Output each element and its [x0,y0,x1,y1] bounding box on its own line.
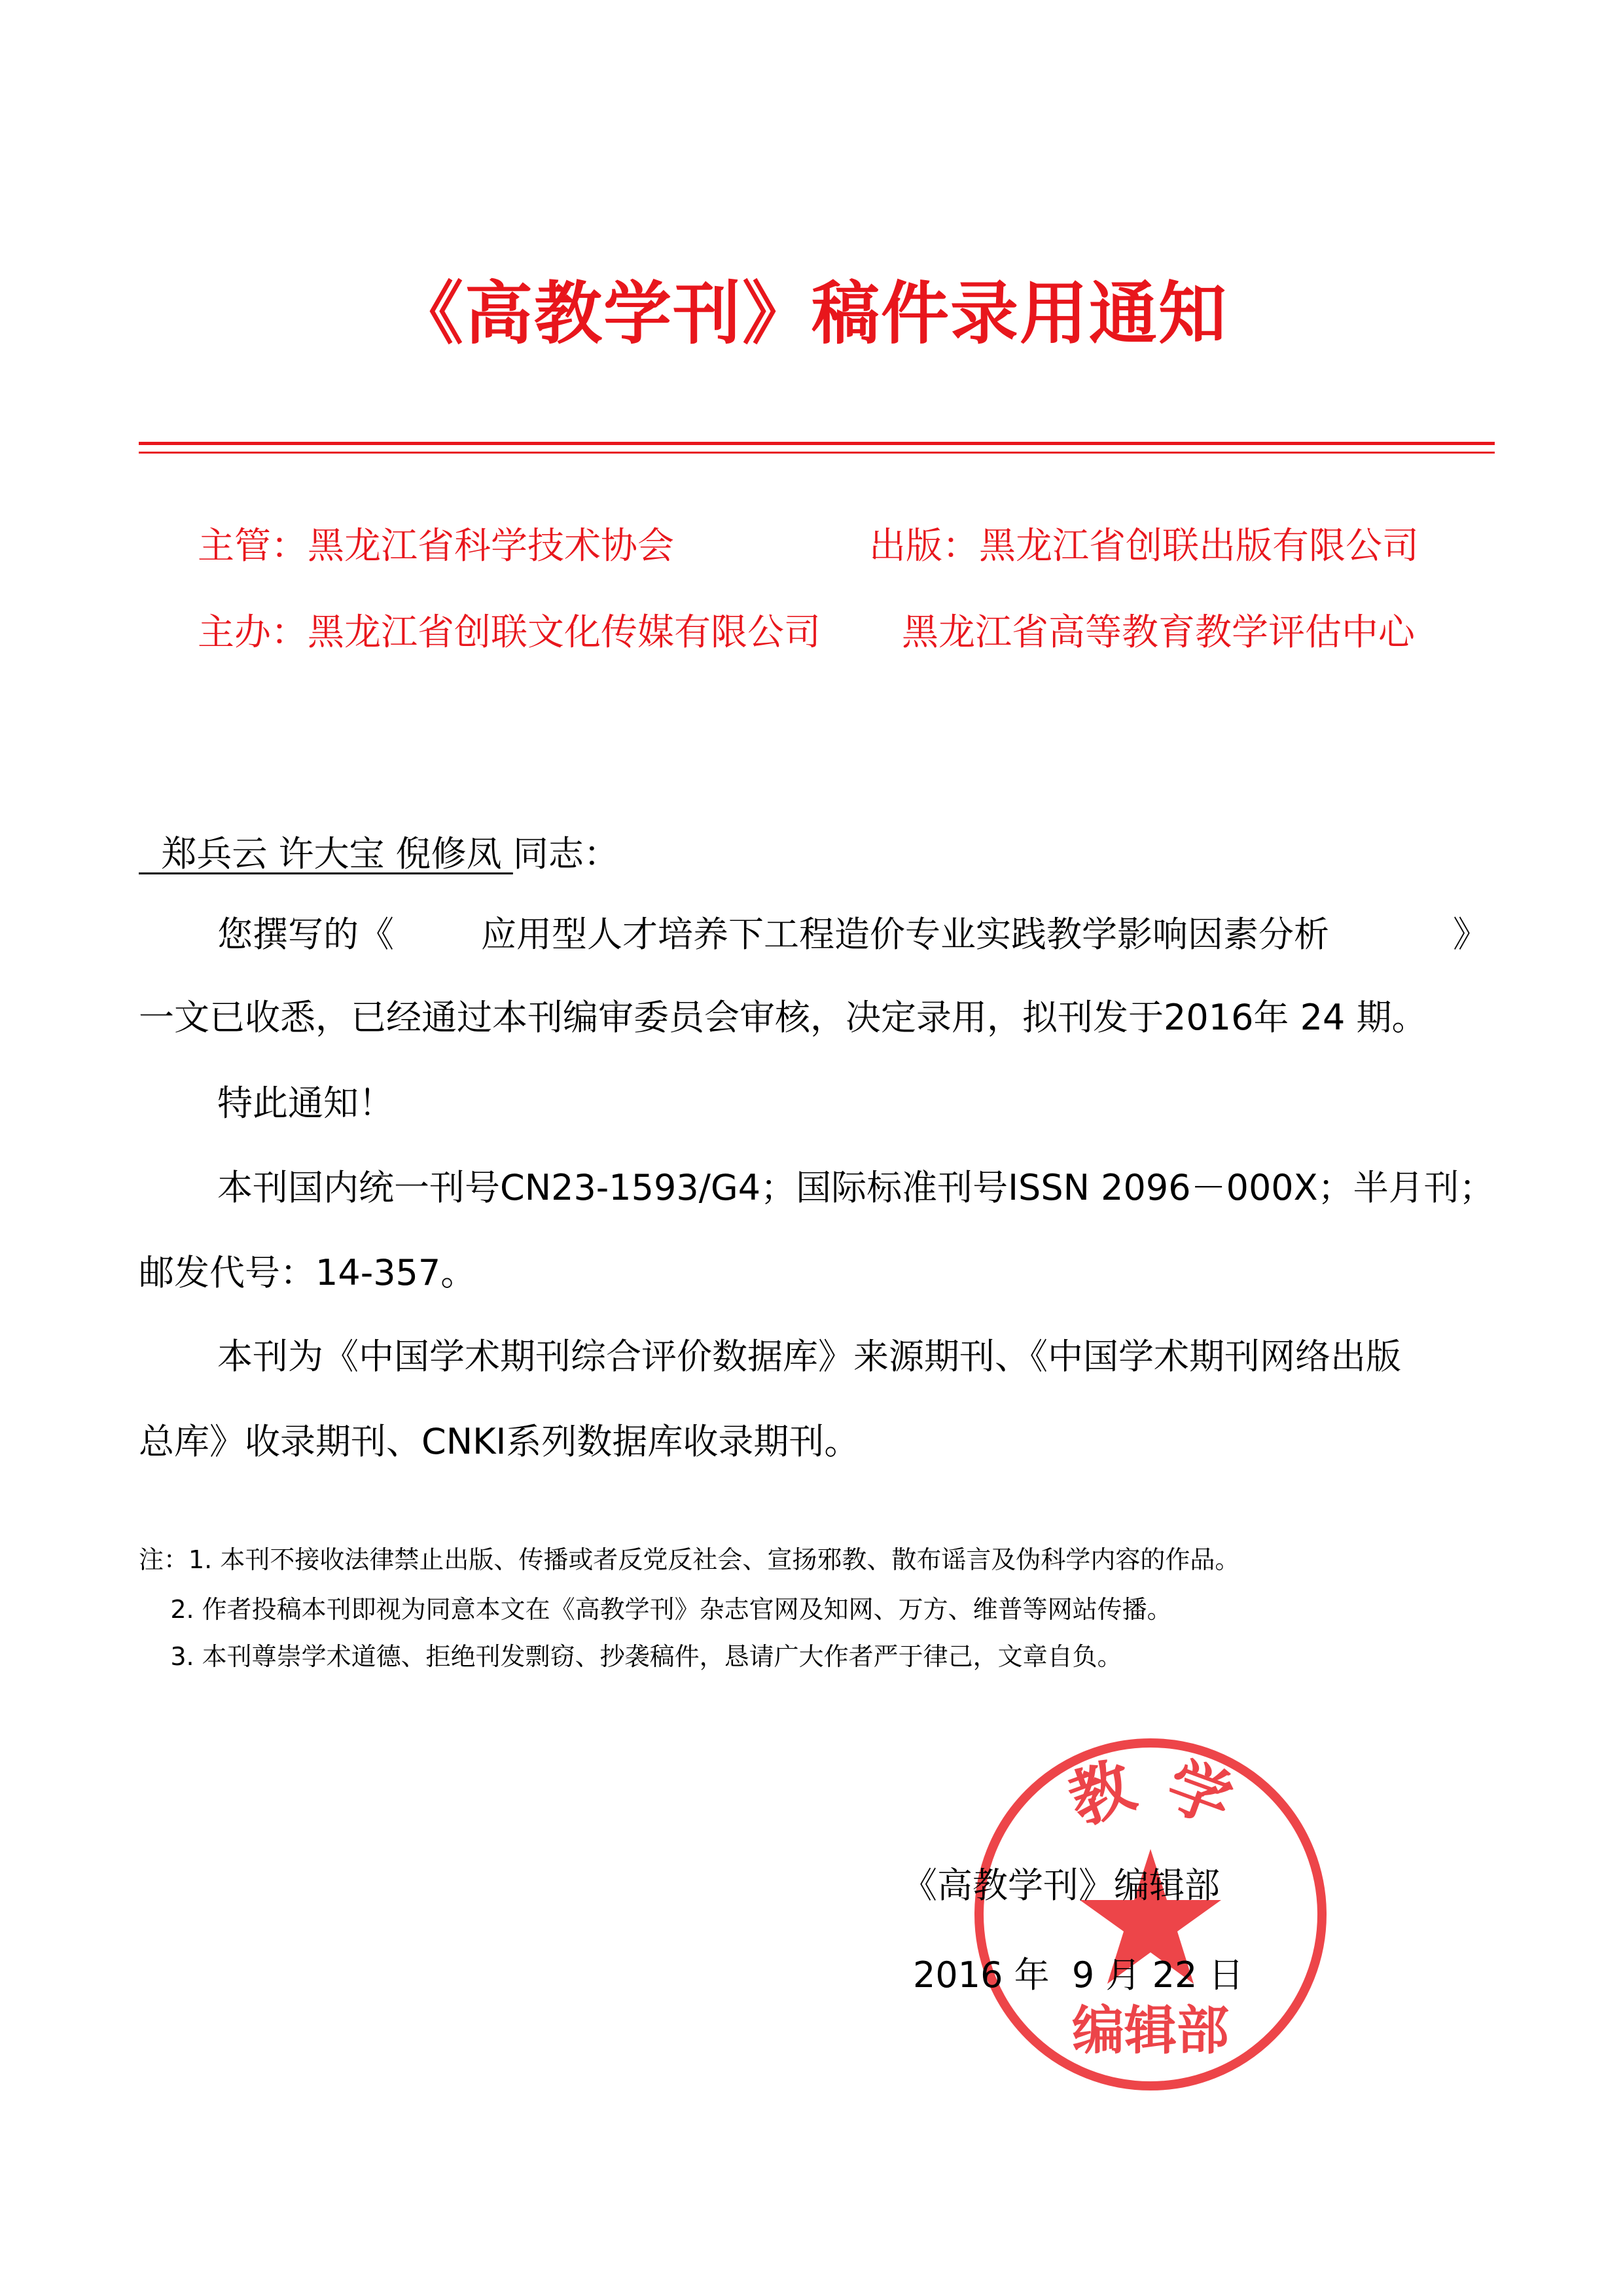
addressee [139,826,619,876]
note-1: 注：1. 本刊不接收法律禁止出版、传播或者反党反社会、宣扬邪教、散布谣言及伪科学内容的作品。 [139,1545,1240,1574]
database-line-1: 本刊为《中国学术期刊综合评价数据库》来源期刊、《中国学术期刊网络出版 [217,1336,1401,1377]
title-rule-thick [139,442,1495,445]
signature-dept: 《高教学刊》编辑部 [902,1865,1220,1906]
note-3: 3. 本刊尊崇学术道德、拒绝刊发剽窃、抄袭稿件，恳请广大作者严于律己，文章自负。 [139,1642,1122,1671]
sponsor2-text: 黑龙江省高等教育教学评估中心 [902,611,1415,654]
note-2: 2. 作者投稿本刊即视为同意本文在《高教学刊》杂志官网及知网、万方、维普等网站传播。 [139,1595,1172,1624]
seal-bottom-text: 编辑部 [1072,2000,1229,2061]
paper-line-prefix: 您撰写的《 [217,914,394,955]
paper-line-suffix: 》 [1453,914,1488,955]
acceptance-text: 一文已收悉，已经通过本刊编审委员会审核，决定录用，拟刊发于2016年 24 期。 [139,997,1427,1038]
addressee-suffix: 同志： [512,833,619,874]
title-rule-thin [139,452,1495,454]
supervisor-text: 主管：黑龙江省科学技术协会 [198,525,674,567]
addressee-names: 郑兵云 许大宝 倪修凤 [139,833,513,874]
issn-line-2: 邮发代号：14-357。 [139,1252,476,1293]
page-title: 《高教学刊》稿件录用通知 [395,273,1228,353]
notify-text: 特此通知！ [217,1083,394,1124]
sponsor-text: 主办：黑龙江省创联文化传媒有限公司 [198,611,821,654]
seal-top-text: 教 学 [1059,1748,1242,1839]
signature-date: 2016 年 9 月 22 日 [913,1954,1244,1996]
publisher-text: 出版：黑龙江省创联出版有限公司 [869,525,1419,567]
issn-line-1: 本刊国内统一刊号CN23-1593/G4；国际标准刊号ISSN 2096－000X；半月刊； [217,1167,1495,1208]
paper-title: 应用型人才培养下工程造价专业实践教学影响因素分析 [481,914,1329,955]
editorial-seal [967,1731,1334,2098]
database-line-2: 总库》收录期刊、CNKI系列数据库收录期刊。 [139,1421,860,1462]
